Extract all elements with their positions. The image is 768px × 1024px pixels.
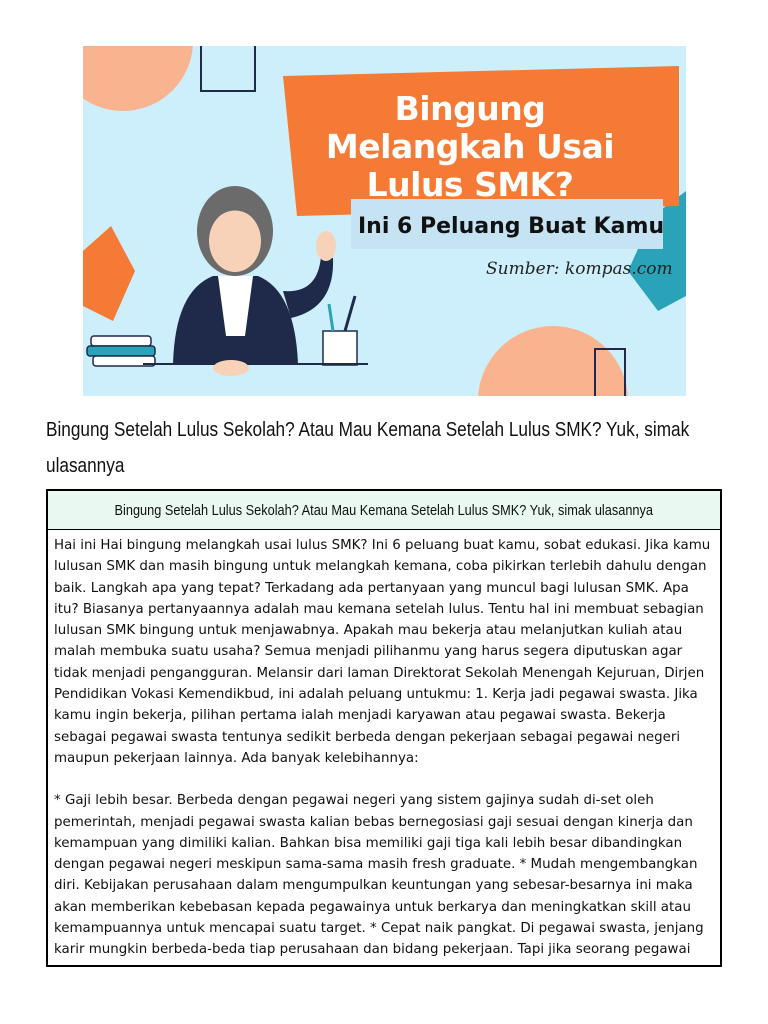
article-heading: Bingung Setelah Lulus Sekolah? Atau Mau Kemana Setelah Lulus SMK? Yuk, simak ulasannya xyxy=(46,419,690,477)
paragraph: * Gaji lebih besar. Berbeda dengan pegawai negeri yang sistem gajinya sudah di-set oleh pemerintah, menjadi pegawai swasta kalian bebas bernegosiasi gaji sesuai dengan kinerja dan kemampuan yang dimiliki kalian. Bahkan bisa memiliki gaji tiga kali lebih besar dibandingkan dengan pegawai negeri meskipun sama-sama masih fresh graduate. * Mudah mengembangkan diri. Kebijakan perusahaan dalam mengumpulkan keuntungan yang sebesar-besarnya ini maka akan memberikan kebebasan kepada pegawainya untuk berkarya dan meningkatkan skill atau kemampuannya untuk mencapai suatu target. * Cepat naik pangkat. Di pegawai swasta, jenjang karir mungkin berbeda-beda tiap perusahaan dan bidang pekerjaan. Tapi jika seorang pegawai xyxy=(54,793,704,958)
table-header xyxy=(48,491,720,530)
article-banner-image xyxy=(83,46,686,396)
table-body xyxy=(48,530,720,961)
banner-title: Bingung Melangkah Usai Lulus SMK? xyxy=(325,89,615,204)
paragraph: Hai ini Hai bingung melangkah usai lulus SMK? Ini 6 peluang buat kamu, sobat edukasi. Jika kamu lulusan SMK dan masih bingung untuk melangkah kemana, coba pikirkan terlebih dahulu dengan baik. Langkah apa yang tepat? Terkadang ada pertanyaan yang muncul bagi lulusan SMK. Apa itu? Biasanya pertanyaannya adalah mau kemana setelah lulus. Tentu hal ini membuat sebagian lulusan SMK bingung untuk menjawabnya. Apakah mau bekerja atau melanjutkan kuliah atau malah membuka suatu usaha? Semua menjadi pilihanmu yang harus segera diputuskan agar tidak menjadi pengangguran. Melansir dari laman Direktorat Sekolah Menengah Kejuruan, Dirjen Pendidikan Vokasi Kemendikbud, ini adalah peluang untukmu: 1. Kerja jadi pegawai swasta. Jika kamu ingin bekerja, pilihan pertama ialah menjadi karyawan atau pegawai swasta. Bekerja sebagai pegawai swasta tentunya sedikit berbeda dengan pekerjaan sebagai pegawai negeri maupun pekerjaan lainnya. Ada banyak kelebihannya: xyxy=(54,538,711,766)
banner-subtitle: Ini 6 Peluang Buat Kamu xyxy=(358,214,665,239)
banner-source: Sumber: kompas.com xyxy=(486,259,673,279)
table-header-text: Bingung Setelah Lulus Sekolah? Atau Mau Kemana Setelah Lulus SMK? Yuk, simak ulasannya xyxy=(114,501,654,519)
article-table xyxy=(46,489,722,967)
